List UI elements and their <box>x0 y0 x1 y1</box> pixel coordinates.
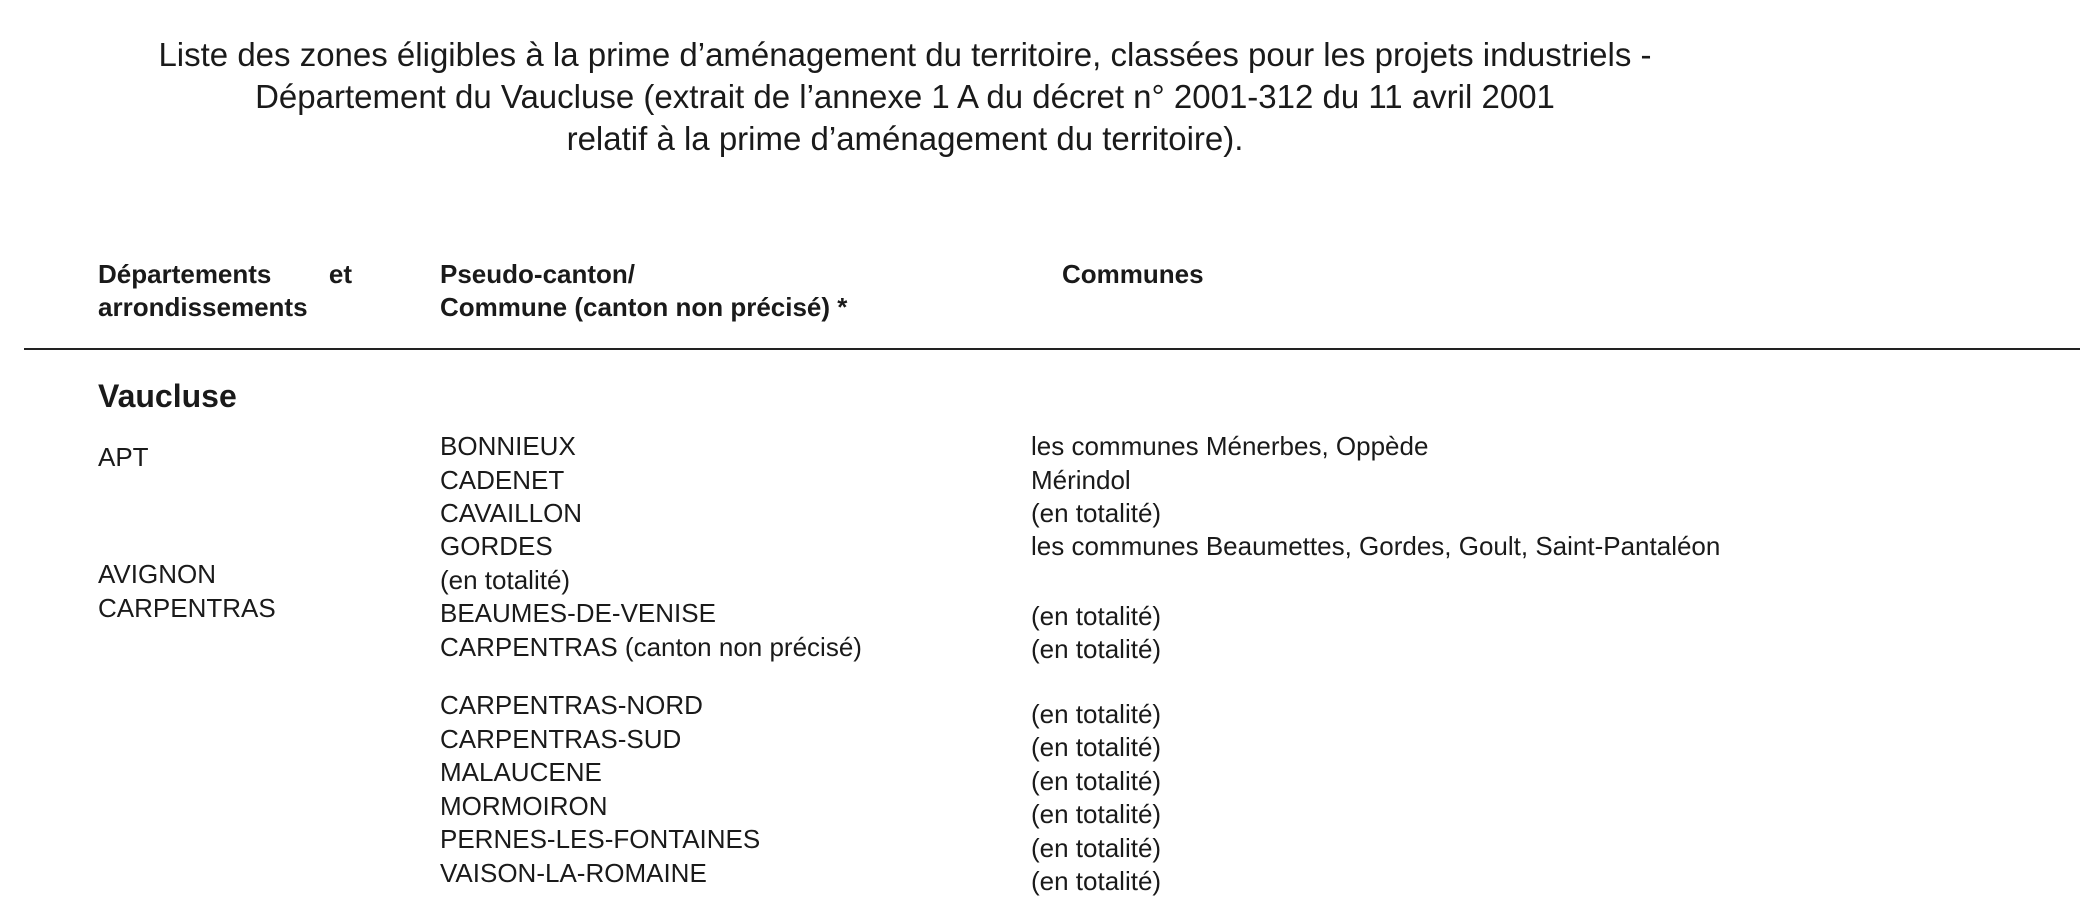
canton-bonnieux: BONNIEUX <box>440 431 576 461</box>
header-departements <box>98 258 352 324</box>
canton-mormoiron: MORMOIRON <box>440 791 608 821</box>
communes-carpentras-nord: (en totalité) <box>1031 699 1162 729</box>
communes-pernes-les-fontaines: (en totalité) <box>1031 833 1162 863</box>
communes-carpentras-sud: (en totalité) <box>1031 732 1162 762</box>
canton-vaison-la-romaine: VAISON-LA-ROMAINE <box>440 858 707 888</box>
communes-mormoiron: (en totalité) <box>1031 799 1162 829</box>
arrondissement-apt: APT <box>98 442 149 472</box>
header-arrondissements: arrondissements <box>98 292 308 322</box>
canton-pernes-les-fontaines: PERNES-LES-FONTAINES <box>440 824 761 854</box>
arrondissement-carpentras: CARPENTRAS <box>98 593 276 623</box>
header-divider <box>24 348 2080 350</box>
title-line-1: Liste des zones éligibles à la prime d’aménagement du territoire, classées pour les projets industriels - <box>158 36 1652 73</box>
communes-carpentras: (en totalité) <box>1031 634 1162 664</box>
communes-cavaillon: (en totalité) <box>1031 498 1162 528</box>
communes-bonnieux: les communes Ménerbes, Oppède <box>1031 431 1429 461</box>
communes-gordes: les communes Beaumettes, Gordes, Goult, Saint-Pantaléon <box>1031 531 1721 561</box>
document-title <box>0 34 1810 160</box>
communes-beaumes-de-venise: (en totalité) <box>1031 601 1162 631</box>
header-communes: Communes <box>1062 259 1204 289</box>
canton-beaumes-de-venise: BEAUMES-DE-VENISE <box>440 598 716 628</box>
header-pseudo-canton-line1: Pseudo-canton/ <box>440 259 636 289</box>
canton-cadenet: CADENET <box>440 465 565 495</box>
header-departements-word: Départements <box>98 259 272 289</box>
title-line-3: relatif à la prime d’aménagement du territoire). <box>566 120 1244 157</box>
title-line-2: Département du Vaucluse (extrait de l’annexe 1 A du décret n° 2001-312 du 11 avril 2001 <box>255 78 1555 115</box>
communes-cadenet: Mérindol <box>1031 465 1131 495</box>
canton-cavaillon: CAVAILLON <box>440 498 583 528</box>
communes-vaison-la-romaine: (en totalité) <box>1031 866 1162 896</box>
canton-gordes: GORDES <box>440 531 553 561</box>
header-pseudo-canton <box>440 258 847 324</box>
header-et-word: et <box>328 259 352 289</box>
canton-avignon-totalite: (en totalité) <box>440 565 571 595</box>
canton-malaucene: MALAUCENE <box>440 757 602 787</box>
arrondissement-avignon: AVIGNON <box>98 559 216 589</box>
communes-malaucene: (en totalité) <box>1031 766 1162 796</box>
department-name: Vaucluse <box>98 378 237 414</box>
header-pseudo-canton-line2: Commune (canton non précisé) * <box>440 292 848 322</box>
canton-carpentras-nord: CARPENTRAS-NORD <box>440 690 703 720</box>
canton-carpentras: CARPENTRAS (canton non précisé) <box>440 632 862 662</box>
canton-carpentras-sud: CARPENTRAS-SUD <box>440 724 682 754</box>
